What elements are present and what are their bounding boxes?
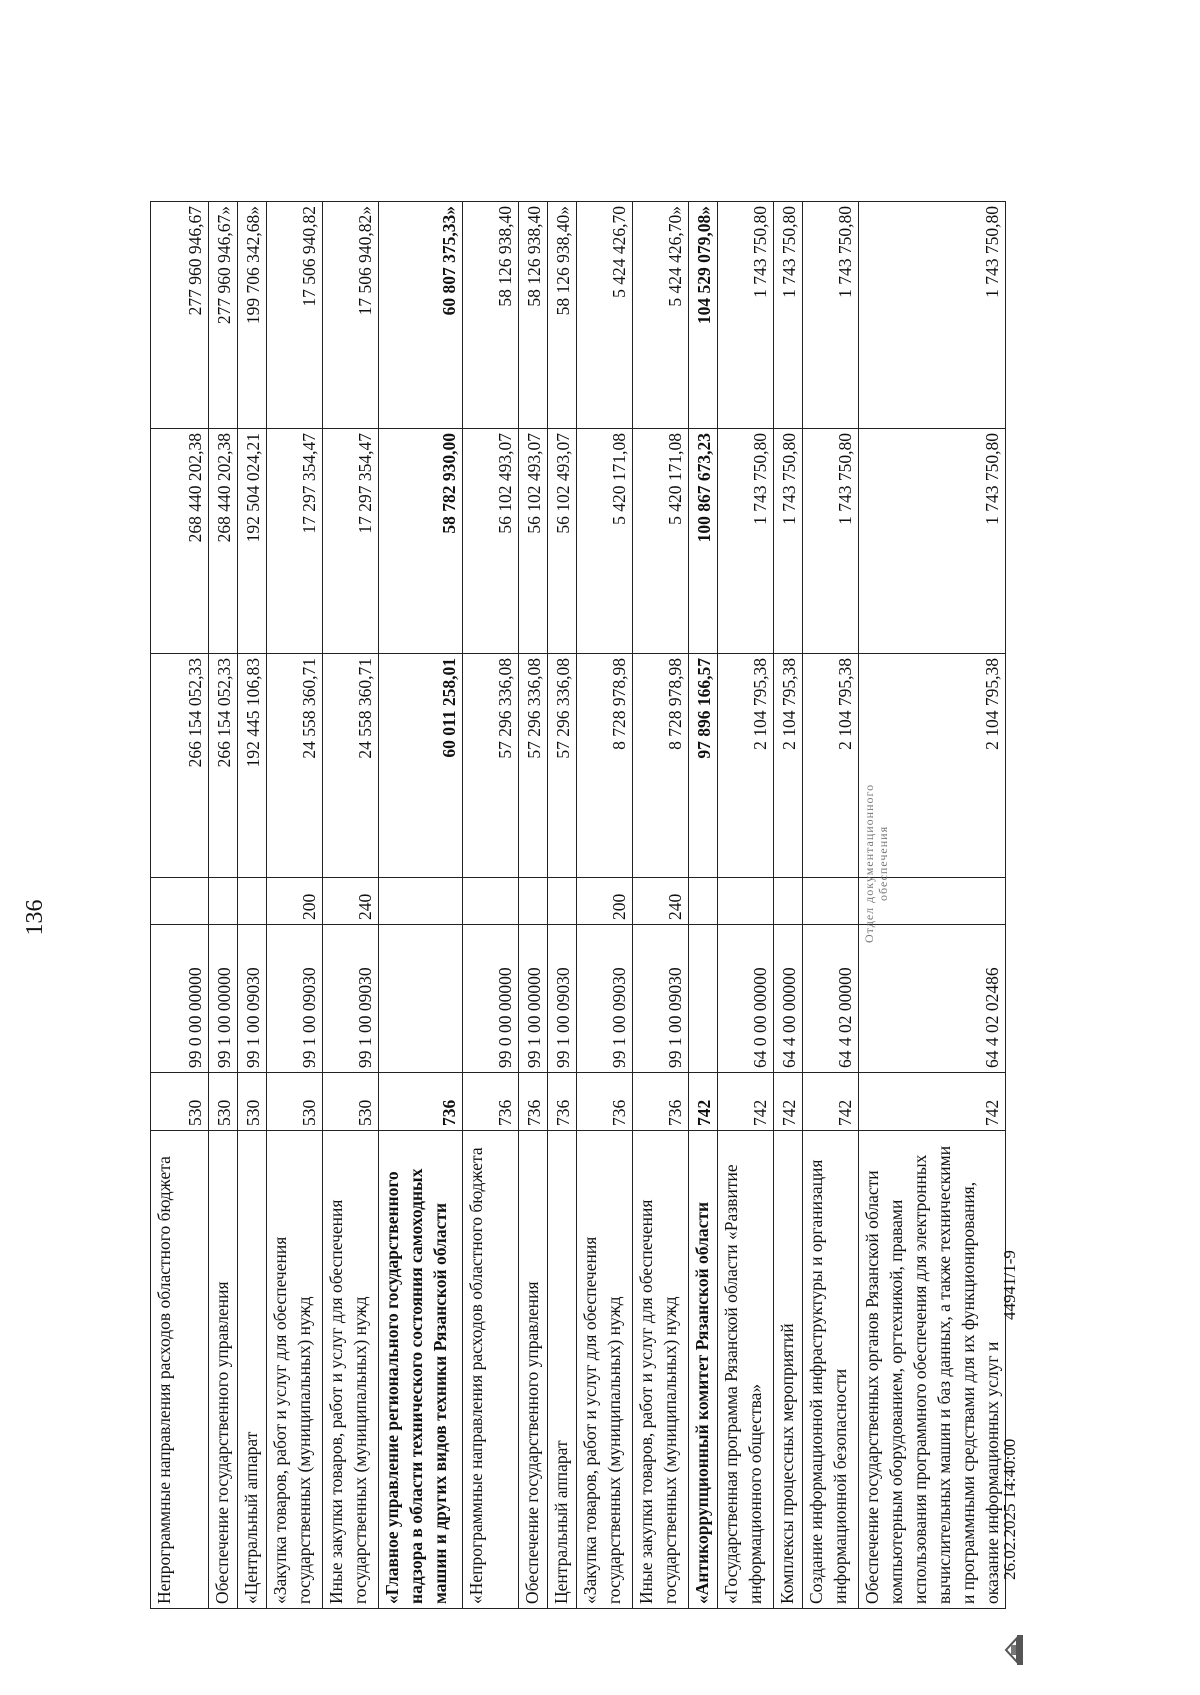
cell-name: Комплексы процессных мероприятий: [774, 1131, 803, 1609]
cell-v2: 5 420 171,08: [577, 429, 633, 654]
cell-v3: 5 424 426,70»: [633, 202, 689, 429]
cell-ministry: 736: [633, 1073, 689, 1131]
cell-ministry: 736: [379, 1073, 463, 1131]
table-row: [238, 202, 267, 1609]
cell-expense: [463, 878, 519, 925]
table-row: [209, 202, 238, 1609]
cell-v3: 5 424 426,70: [577, 202, 633, 429]
cell-expense: [519, 878, 548, 925]
cell-ministry: 530: [323, 1073, 379, 1131]
cell-target: 99 1 00 09030: [238, 925, 267, 1073]
table-row: [577, 202, 633, 1609]
cell-ministry: 736: [548, 1073, 577, 1131]
cell-name: «Главное управление регионального государственного надзора в области технического состояния самоходных машин и других видов техники Рязанской области: [379, 1131, 463, 1609]
table-row: [151, 202, 209, 1609]
cell-name: Обеспечение государственного управления: [519, 1131, 548, 1609]
cell-ministry: 742: [803, 1073, 859, 1131]
cell-v3: 58 126 938,40: [519, 202, 548, 429]
footer-date: 26.02.2025 14:40:00: [1000, 1438, 1019, 1580]
cell-expense: 240: [323, 878, 379, 925]
cell-name: Иные закупки товаров, работ и услуг для обеспечения государственных (муниципальных) нужд: [633, 1131, 689, 1609]
cell-ministry: 530: [151, 1073, 209, 1131]
cell-expense: [689, 878, 718, 925]
stamp-line-1: Отдел документационного: [862, 783, 876, 943]
cell-v1: 24 558 360,71: [323, 654, 379, 878]
cell-v3: 1 743 750,80: [718, 202, 774, 429]
table-row: [774, 202, 803, 1609]
cell-ministry: 736: [519, 1073, 548, 1131]
cell-v1: 97 896 166,57: [689, 654, 718, 878]
cell-v1: 2 104 795,38: [859, 654, 1006, 878]
cell-target: 99 1 00 09030: [267, 925, 323, 1073]
cell-v2: 17 297 354,47: [267, 429, 323, 654]
table-row: [689, 202, 718, 1609]
cell-v3: 60 807 375,33»: [379, 202, 463, 429]
cell-ministry: 530: [267, 1073, 323, 1131]
cell-target: 99 1 00 09030: [633, 925, 689, 1073]
cell-v2: 56 102 493,07: [519, 429, 548, 654]
cell-expense: 200: [577, 878, 633, 925]
cell-v3: 58 126 938,40»: [548, 202, 577, 429]
cell-v2: 1 743 750,80: [803, 429, 859, 654]
cell-target: 99 1 00 09030: [548, 925, 577, 1073]
rotated-page: [0, 140, 1060, 1695]
cell-v2: 58 782 930,00: [379, 429, 463, 654]
cell-v2: 100 867 673,23: [689, 429, 718, 654]
cell-expense: [548, 878, 577, 925]
cell-name: Центральный аппарат: [548, 1131, 577, 1609]
cell-target: 64 4 02 00000: [803, 925, 859, 1073]
footer-doc-number: 44941/1-9: [1000, 1250, 1019, 1320]
table-row: [463, 202, 519, 1609]
cell-name: Создание информационной инфраструктуры и организация информационной безопасности: [803, 1131, 859, 1609]
cell-target: 64 4 00 00000: [774, 925, 803, 1073]
cell-name: Непрограммные направления расходов областного бюджета: [151, 1131, 209, 1609]
cell-ministry: 530: [209, 1073, 238, 1131]
cell-v1: 266 154 052,33: [151, 654, 209, 878]
cell-v1: 8 728 978,98: [577, 654, 633, 878]
cell-v2: 268 440 202,38: [209, 429, 238, 654]
table-row: [803, 202, 859, 1609]
table-row: [519, 202, 548, 1609]
table-row: [548, 202, 577, 1609]
cell-v2: 1 743 750,80: [774, 429, 803, 654]
cell-v2: 17 297 354,47: [323, 429, 379, 654]
cell-target: [689, 925, 718, 1073]
stamp: [862, 784, 890, 943]
table-row: [633, 202, 689, 1609]
cell-v3: 277 960 946,67: [151, 202, 209, 429]
cell-target: 99 0 00 00000: [463, 925, 519, 1073]
cell-v3: 17 506 940,82»: [323, 202, 379, 429]
cell-expense: 240: [633, 878, 689, 925]
cell-target: 99 0 00 00000: [151, 925, 209, 1073]
cell-target: 64 0 00 00000: [718, 925, 774, 1073]
cell-v1: 57 296 336,08: [463, 654, 519, 878]
cell-v1: 57 296 336,08: [548, 654, 577, 878]
table-row: [379, 202, 463, 1609]
cell-expense: [774, 878, 803, 925]
cell-target: 99 1 00 00000: [519, 925, 548, 1073]
cell-ministry: 742: [774, 1073, 803, 1131]
cell-name: «Центральный аппарат: [238, 1131, 267, 1609]
cell-v2: 5 420 171,08: [633, 429, 689, 654]
page-number: 136: [22, 899, 48, 936]
cell-expense: [151, 878, 209, 925]
cell-name: Иные закупки товаров, работ и услуг для обеспечения государственных (муниципальных) нужд: [323, 1131, 379, 1609]
cell-v3: 17 506 940,82: [267, 202, 323, 429]
cell-v1: 2 104 795,38: [718, 654, 774, 878]
cell-v2: 56 102 493,07: [548, 429, 577, 654]
cell-name: Обеспечение государственного управления: [209, 1131, 238, 1609]
cell-v1: 2 104 795,38: [774, 654, 803, 878]
cell-expense: [209, 878, 238, 925]
cell-v3: 199 706 342,68»: [238, 202, 267, 429]
cell-name: Обеспечение государственных органов Рязанской области компьютерным оборудованием, оргтехникой, правами использования программного обеспечения для электронных вычислительных машин и баз данных, а также техническими и программными средствами для их функционирования, оказание информационных услуг и: [859, 1131, 1006, 1609]
cell-v1: 192 445 106,83: [238, 654, 267, 878]
cell-v2: 56 102 493,07: [463, 429, 519, 654]
cell-name: «Закупка товаров, работ и услуг для обеспечения государственных (муниципальных) нужд: [577, 1131, 633, 1609]
cell-name: «Антикоррупционный комитет Рязанской области: [689, 1131, 718, 1609]
cell-v3: 104 529 079,08»: [689, 202, 718, 429]
cell-ministry: 736: [577, 1073, 633, 1131]
cell-v1: 8 728 978,98: [633, 654, 689, 878]
cell-target: [379, 925, 463, 1073]
cell-ministry: 530: [238, 1073, 267, 1131]
cell-v1: 2 104 795,38: [803, 654, 859, 878]
cell-ministry: 742: [859, 1073, 1006, 1131]
cell-v3: 1 743 750,80: [774, 202, 803, 429]
cell-v2: 1 743 750,80: [718, 429, 774, 654]
table-row: [718, 202, 774, 1609]
cell-ministry: 742: [718, 1073, 774, 1131]
cell-ministry: 742: [689, 1073, 718, 1131]
cell-name: «Государственная программа Рязанской области «Развитие информационного общества»: [718, 1131, 774, 1609]
cell-v1: 266 154 052,33: [209, 654, 238, 878]
cell-target: 99 1 00 09030: [577, 925, 633, 1073]
table-row: [323, 202, 379, 1609]
cell-expense: [379, 878, 463, 925]
stamp-line-2: обеспечения: [876, 825, 890, 901]
cell-v1: 57 296 336,08: [519, 654, 548, 878]
cell-target: 64 4 02 02486: [859, 925, 1006, 1073]
cell-v1: 60 011 258,01: [379, 654, 463, 878]
cell-v2: 1 743 750,80: [859, 429, 1006, 654]
cell-name: «Закупка товаров, работ и услуг для обеспечения государственных (муниципальных) нужд: [267, 1131, 323, 1609]
table-row: [267, 202, 323, 1609]
cell-target: 99 1 00 00000: [209, 925, 238, 1073]
cell-ministry: 736: [463, 1073, 519, 1131]
cell-v3: 1 743 750,80: [859, 202, 1006, 429]
cell-v2: 268 440 202,38: [151, 429, 209, 654]
logo-icon: [1003, 1633, 1025, 1667]
cell-name: «Непрограммные направления расходов областного бюджета: [463, 1131, 519, 1609]
cell-expense: [803, 878, 859, 925]
cell-v2: 192 504 024,21: [238, 429, 267, 654]
cell-v3: 58 126 938,40: [463, 202, 519, 429]
cell-v1: 24 558 360,71: [267, 654, 323, 878]
cell-expense: [238, 878, 267, 925]
cell-v3: 277 960 946,67»: [209, 202, 238, 429]
cell-v3: 1 743 750,80: [803, 202, 859, 429]
cell-target: 99 1 00 09030: [323, 925, 379, 1073]
cell-expense: 200: [267, 878, 323, 925]
cell-expense: [718, 878, 774, 925]
